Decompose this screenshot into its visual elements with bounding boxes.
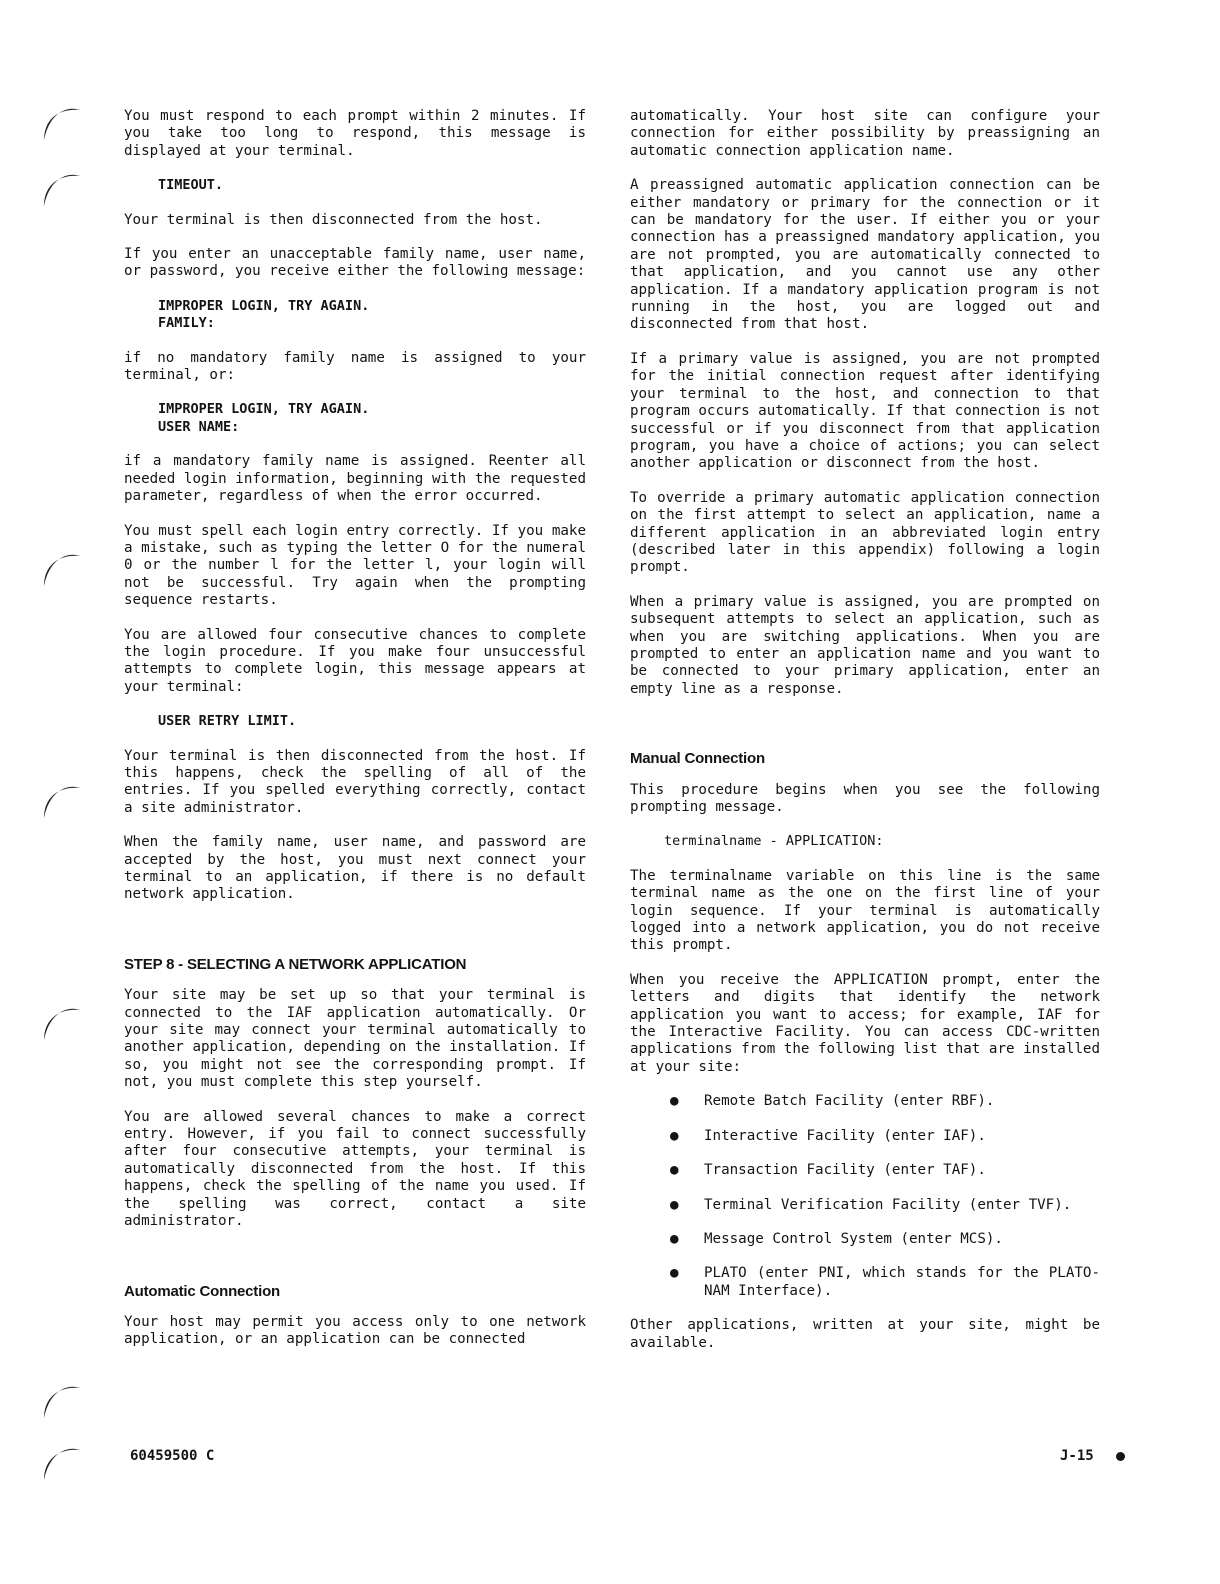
paragraph: When the family name, user name, and password are accepted by the host, you must next connect your terminal to an application, if there is no default network application.	[124, 834, 586, 903]
binder-hole-mark	[40, 100, 88, 148]
left-column	[124, 108, 586, 1366]
paragraph: To override a primary automatic application connection on the first attempt to select an application, name a different application in an abbreviated login entry (described later in this appendix) following a login prompt.	[630, 489, 1100, 576]
paragraph: Your site may be set up so that your terminal is connected to the IAF application automatically. Or your site may connect your terminal automatically to another application, depending on the installation. If so, you might not see the corresponding prompt. If not, you must complete this step yourself.	[124, 987, 586, 1091]
list-item: ● Interactive Facility (enter IAF).	[670, 1127, 986, 1144]
paragraph: This procedure begins when you see the following prompting message.	[630, 781, 1100, 815]
paragraph: You must respond to each prompt within 2 minutes. If you take too long to respond, this message is displayed at your terminal.	[124, 108, 586, 159]
prompt-user-retry-limit: USER RETRY LIMIT.	[158, 713, 297, 730]
binder-hole-mark	[40, 1440, 88, 1488]
bullet-icon: ●	[670, 1230, 679, 1247]
application-list	[630, 1093, 1100, 1300]
prompt-improper-login: IMPROPER LOGIN, TRY AGAIN.	[158, 401, 370, 418]
paragraph: A preassigned automatic application connection can be either mandatory or primary for the connection or it can be mandatory for the user. If either you or your connection has a preassigned mandatory application, you are not prompted, you are automatically connected to that application, and you cannot use any other application. If a mandatory application program is not running in the host, you are logged out and disconnected from that host.	[630, 177, 1100, 333]
prompt-family: FAMILY:	[158, 315, 215, 332]
paragraph: You are allowed four consecutive chances to complete the login procedure. If you make four unsuccessful attempts to complete login, this message appears at your terminal:	[124, 626, 586, 695]
paragraph: if no mandatory family name is assigned to your terminal, or:	[124, 349, 586, 384]
paragraph: If you enter an unacceptable family name, user name, or password, you receive either the following message:	[124, 246, 586, 280]
bullet-icon: ●	[670, 1093, 679, 1110]
footer-dot-icon	[1116, 1452, 1125, 1461]
paragraph: if a mandatory family name is assigned. Reenter all needed login information, beginning with the requested parameter, regardless of when the error occurred.	[124, 453, 586, 505]
binder-hole-mark	[40, 778, 88, 826]
prompt-user-name: USER NAME:	[158, 418, 240, 435]
prompt-timeout: TIMEOUT.	[158, 177, 224, 194]
paragraph: Your host may permit you access only to one network application, or an application can be connected	[124, 1313, 586, 1348]
list-item: ● Transaction Facility (enter TAF).	[670, 1162, 986, 1179]
bullet-icon: ●	[670, 1265, 679, 1282]
binder-hole-mark	[40, 1378, 88, 1426]
subsection-heading-manual-connection: Manual Connection	[630, 750, 765, 768]
bullet-icon: ●	[670, 1162, 679, 1179]
paragraph: You are allowed several chances to make a correct entry. However, if you fail to connect successfully after four consecutive attempts, your terminal is automatically disconnected from the host. If this happens, check the spelling of the name you used. If the spelling was correct, contact a site administrator.	[124, 1108, 586, 1230]
bullet-icon: ●	[670, 1196, 679, 1213]
paragraph: automatically. Your host site can configure your connection for either possibility by preassigning an automatic connection application name.	[630, 108, 1100, 159]
list-item: ● Message Control System (enter MCS).	[670, 1230, 1003, 1247]
list-item: ● Remote Batch Facility (enter RBF).	[670, 1093, 995, 1110]
right-column	[630, 108, 1100, 1369]
list-item: ● PLATO (enter PNI, which stands for the PLATO-NAM Interface).	[670, 1265, 1100, 1299]
list-item: ● Terminal Verification Facility (enter TVF).	[670, 1196, 1072, 1213]
paragraph: You must spell each login entry correctly. If you make a mistake, such as typing the letter O for the numeral 0 or the number l for the letter l, your login will not be successful. Try again when the prompting sequence restarts.	[124, 522, 586, 609]
prompt-improper-login: IMPROPER LOGIN, TRY AGAIN.	[158, 297, 370, 314]
prompt-application: terminalname - APPLICATION:	[664, 833, 884, 850]
paragraph: If a primary value is assigned, you are not prompted for the initial connection request after identifying your terminal to the host, and connection to that program occurs automatically. If that connection is not successful or if you disconnect from that application program, you have a choice of actions; you can select another application or disconnect from the host.	[630, 350, 1100, 472]
paragraph: Other applications, written at your site, might be available.	[630, 1317, 1100, 1351]
paragraph: Your terminal is then disconnected from the host. If this happens, check the spelling of all of the entries. If you spelled everything correctly, contact a site administrator.	[124, 747, 586, 816]
binder-hole-mark	[40, 546, 88, 594]
section-heading-step-8: STEP 8 - SELECTING A NETWORK APPLICATION	[124, 955, 467, 973]
document-number: 60459500 C	[130, 1448, 215, 1464]
paragraph: Your terminal is then disconnected from the host.	[124, 211, 543, 228]
paragraph: The terminalname variable on this line is the same terminal name as the one on the first line of your login sequence. If your terminal is automatically logged into a network application, you do not receive this prompt.	[630, 867, 1100, 954]
page-number: J-15	[1060, 1448, 1094, 1464]
binder-hole-mark	[40, 1000, 88, 1048]
bullet-icon: ●	[670, 1127, 679, 1144]
binder-hole-mark	[40, 166, 88, 214]
paragraph: When a primary value is assigned, you are prompted on subsequent attempts to select an application, such as when you are switching applications. When you are prompted to enter an application name and you want to be connected to your primary application, enter an empty line as a response.	[630, 593, 1100, 697]
paragraph: When you receive the APPLICATION prompt, enter the letters and digits that identify the network application you want to access; for example, IAF for the Interactive Facility. You can access CDC-written applications from the following list that are installed at your site:	[630, 971, 1100, 1075]
subsection-heading-automatic-connection: Automatic Connection	[124, 1282, 280, 1300]
